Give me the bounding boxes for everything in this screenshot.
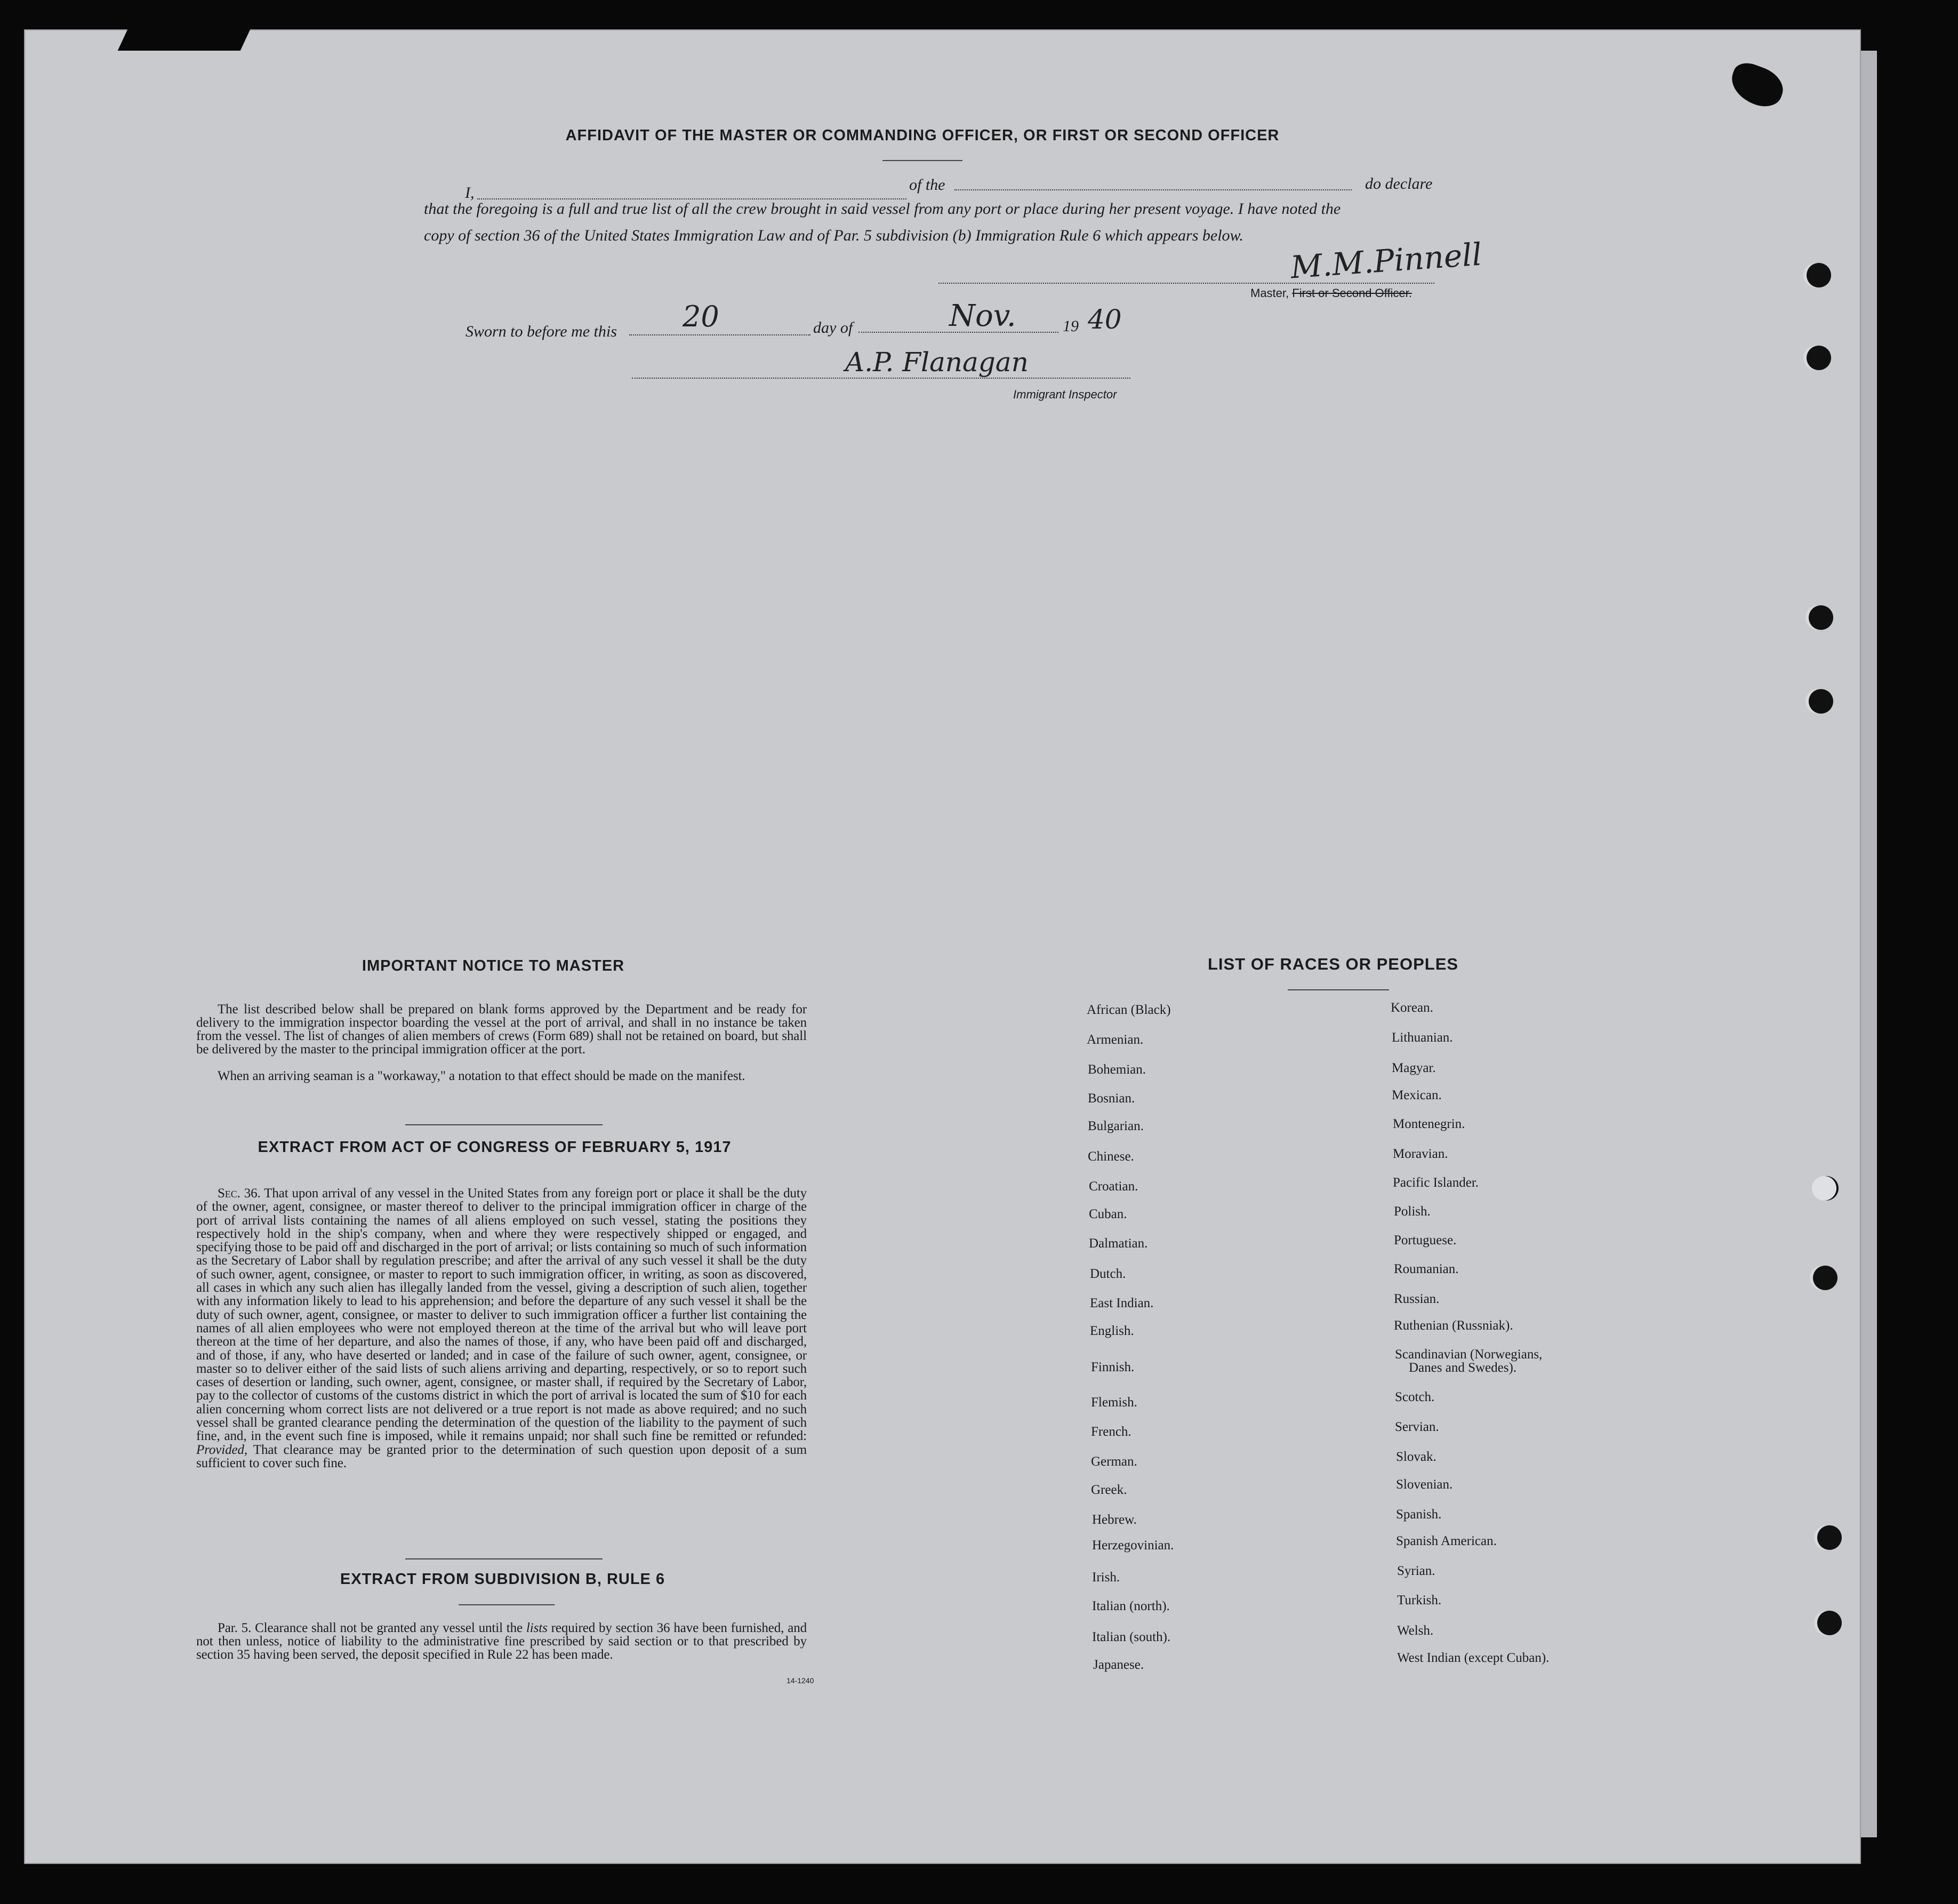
race-left-7: Croatian.: [1089, 1179, 1138, 1194]
race-left-12: English.: [1090, 1324, 1134, 1338]
race-right-3: Magyar.: [1392, 1061, 1436, 1075]
race-left-13: Finnish.: [1091, 1360, 1135, 1374]
year-suffix: 40: [1088, 304, 1122, 335]
master-signature: M.M.Pinnell: [1289, 236, 1483, 286]
race-right-21: Turkish.: [1397, 1593, 1442, 1607]
race-right-7: Pacific Islander.: [1393, 1175, 1479, 1190]
binder-hole: [1809, 689, 1833, 714]
torn-edge: [118, 29, 251, 51]
notice-title: IMPORTANT NOTICE TO MASTER: [362, 957, 625, 974]
race-right-19: Spanish American.: [1396, 1534, 1497, 1548]
rule6-paragraph: [196, 1621, 807, 1661]
inspector-caption: Immigrant Inspector: [1013, 388, 1117, 401]
race-left-10: Dutch.: [1090, 1267, 1126, 1281]
notice-paragraph-1-text: The list described below shall be prepared on blank forms approved by the Department and be ready for delivery to the immigration inspector boarding the vessel at the port of arrival, and shall in no instance be taken from the vessel. The list of changes of alien members of crews (Form 689) shall not be retained on board, but shall be delivered by the master to the principal immigration officer at the port.: [196, 1002, 807, 1057]
race-right-22: Welsh.: [1397, 1623, 1434, 1638]
vessel-name-field[interactable]: [954, 189, 1352, 190]
affidavit-declare-label: do declare: [1365, 175, 1433, 193]
race-left-23: Japanese.: [1093, 1658, 1144, 1672]
race-left-4: Bosnian.: [1088, 1091, 1135, 1106]
sworn-day-field[interactable]: [629, 334, 811, 335]
rule6-lists: lists: [526, 1621, 548, 1635]
form-code: 14-1240: [787, 1676, 814, 1685]
race-right-13b: Danes and Swedes).: [1409, 1361, 1517, 1375]
sworn-label: Sworn to before me this: [466, 323, 617, 340]
binder-hole: [1809, 605, 1833, 630]
inspector-signature-line: [632, 378, 1130, 379]
notice-paragraph-2: [196, 1069, 807, 1083]
race-left-22: Italian (south).: [1092, 1630, 1171, 1644]
section-divider: [405, 1558, 603, 1559]
race-left-1: African (Black): [1087, 1003, 1171, 1017]
master-caption-struck: First or Second Officer.: [1292, 286, 1412, 300]
affidavit-title: AFFIDAVIT OF THE MASTER OR COMMANDING OFFICER, OR FIRST OR SECOND OFFICER: [565, 127, 1280, 144]
race-right-18: Spanish.: [1396, 1507, 1442, 1522]
act-title: EXTRACT FROM ACT OF CONGRESS OF FEBRUARY 5, 1917: [258, 1139, 732, 1156]
race-right-8: Polish.: [1394, 1204, 1431, 1219]
race-right-10: Roumanian.: [1394, 1262, 1459, 1276]
rule6-title: EXTRACT FROM SUBDIVISION B, RULE 6: [340, 1571, 665, 1588]
master-signature-line: [938, 283, 1434, 284]
race-right-16: Slovak.: [1396, 1450, 1437, 1464]
race-left-18: Hebrew.: [1092, 1513, 1137, 1527]
act-section-text-end: That clearance may be granted prior to the determination of such question upon deposit of a sum sufficient to cover such fine.: [196, 1442, 807, 1470]
race-left-6: Chinese.: [1088, 1149, 1134, 1164]
year-prefix: 19: [1063, 317, 1079, 335]
binder-hole: [1817, 1525, 1842, 1550]
day-of-label: day of: [813, 319, 853, 337]
binder-hole: [1817, 1611, 1842, 1635]
notice-paragraph-1: [196, 1003, 807, 1056]
inspector-signature: A.P. Flanagan: [845, 347, 1029, 378]
notice-paragraph-2-text: When an arriving seaman is a "workaway," a notation to that effect should be made on the manifest.: [218, 1069, 745, 1083]
race-left-19: Herzegovinian.: [1092, 1538, 1174, 1553]
race-left-8: Cuban.: [1089, 1207, 1127, 1221]
race-left-11: East Indian.: [1090, 1296, 1154, 1310]
races-underline: [1288, 989, 1389, 990]
master-caption-text: Master,: [1250, 286, 1289, 300]
race-left-16: German.: [1091, 1454, 1137, 1469]
race-right-23: West Indian (except Cuban).: [1397, 1651, 1550, 1665]
master-name-field[interactable]: [477, 198, 906, 199]
race-left-20: Irish.: [1092, 1570, 1120, 1585]
affidavit-of-the-label: of the: [909, 176, 945, 194]
race-right-2: Lithuanian.: [1392, 1030, 1453, 1045]
race-right-12: Ruthenian (Russniak).: [1394, 1318, 1513, 1333]
sworn-day: 20: [683, 300, 719, 333]
rule6-underline: [459, 1604, 555, 1605]
binder-hole: [1807, 346, 1831, 370]
section-divider: [405, 1124, 603, 1125]
race-left-2: Armenian.: [1087, 1033, 1144, 1047]
race-right-1: Korean.: [1391, 1001, 1433, 1015]
race-left-5: Bulgarian.: [1088, 1119, 1144, 1133]
title-underline: [882, 160, 962, 161]
sheet-edge-right: [1861, 51, 1877, 1837]
race-left-14: Flemish.: [1091, 1395, 1137, 1410]
race-right-4: Mexican.: [1392, 1088, 1442, 1102]
race-left-17: Greek.: [1091, 1483, 1127, 1497]
race-right-14: Scotch.: [1395, 1390, 1435, 1404]
affidavit-line-2: that the foregoing is a full and true list of all the crew brought in said vessel from any port or place during her present voyage. I have noted the: [424, 200, 1341, 218]
manifest-page: [24, 29, 1861, 1864]
races-title: LIST OF RACES OR PEOPLES: [1207, 955, 1459, 973]
rule6-text-b: required by section 36 have been furnished, and not then unless, notice of liability to the administrative fine prescribed by said section or to that prescribed by section 35 having been served, the deposit specified in Rule 22 has been made.: [196, 1621, 807, 1662]
race-right-20: Syrian.: [1397, 1564, 1435, 1578]
race-left-15: French.: [1091, 1425, 1132, 1439]
binder-hole: [1813, 1266, 1837, 1290]
race-right-9: Portuguese.: [1394, 1233, 1457, 1247]
race-right-15: Servian.: [1395, 1420, 1439, 1434]
race-left-9: Dalmatian.: [1089, 1236, 1148, 1251]
master-caption: [1250, 286, 1412, 300]
rule6-text-a: Par. 5. Clearance shall not be granted any vessel until the: [218, 1621, 523, 1635]
binder-hole: [1812, 1176, 1836, 1201]
affidavit-i-label: I,: [465, 184, 475, 202]
sworn-month: Nov.: [949, 299, 1016, 333]
act-section-36: [196, 1187, 807, 1470]
act-provided: Provided,: [196, 1442, 248, 1457]
race-left-3: Bohemian.: [1088, 1062, 1146, 1077]
race-right-13: Scandinavian (Norwegians,: [1395, 1347, 1543, 1362]
race-right-5: Montenegrin.: [1393, 1117, 1465, 1131]
act-section-text: That upon arrival of any vessel in the United States from any foreign port or place it shall be the duty of the owner, agent, consignee, or master thereof to deliver to the principal immigration officer in charge of the port of arrival lists containing the names of all aliens employed on such vessel, stating the positions they respectively hold in the ship's company, when and where they were respectively shipped or engaged, and specifying those to be paid off and discharged in the port of arrival; or lists containing so much of such information as the Secretary of Labor shall by regulation prescribe; and after the arrival of any such vessel it shall be the duty of such owner, agent, consignee, or master to report to such immigration officer, in writing, as soon as discovered, all cases in which any such alien has illegally landed from the vessel, giving a description of such alien, together with any information likely to lead to his apprehension; and before the departure of any such vessel it shall be the duty of such owner, agent, consignee, or master to deliver to such immigration officer a further list containing the names of all alien employees who were not employed thereon at the time of the arrival but who will leave port thereon at the time of her departure, and also the names of those, if any, who have been paid off and discharged, and of those, if any, who have deserted or landed; and in case of the failure of such owner, agent, consignee, or master so to deliver either of the said lists of such aliens arriving and departing, respectively, or so to report such cases of desertion or landing, such owner, agent, consignee, or master shall, if required by the Secretary of Labor, pay to the collector of customs of the customs district in which the port of arrival is located the sum of $10 for each alien concerning whom correct lists are not delivered or a true report is not made as above required; and no such vessel shall be granted clearance pending the determination of the question of the liability to the payment of such fine, and, in the event such fine is imposed, while it remains unpaid; nor shall such fine be remitted or refunded:: [196, 1186, 807, 1444]
race-right-11: Russian.: [1394, 1292, 1440, 1306]
affidavit-line-3: copy of section 36 of the United States Immigration Law and of Par. 5 subdivision (b) Immigration Rule 6 which appears below.: [424, 227, 1243, 244]
race-right-6: Moravian.: [1393, 1147, 1448, 1161]
race-right-17: Slovenian.: [1396, 1477, 1453, 1492]
race-left-21: Italian (north).: [1092, 1599, 1170, 1613]
binder-hole: [1807, 263, 1831, 287]
act-section-label: Sec. 36.: [218, 1186, 261, 1201]
